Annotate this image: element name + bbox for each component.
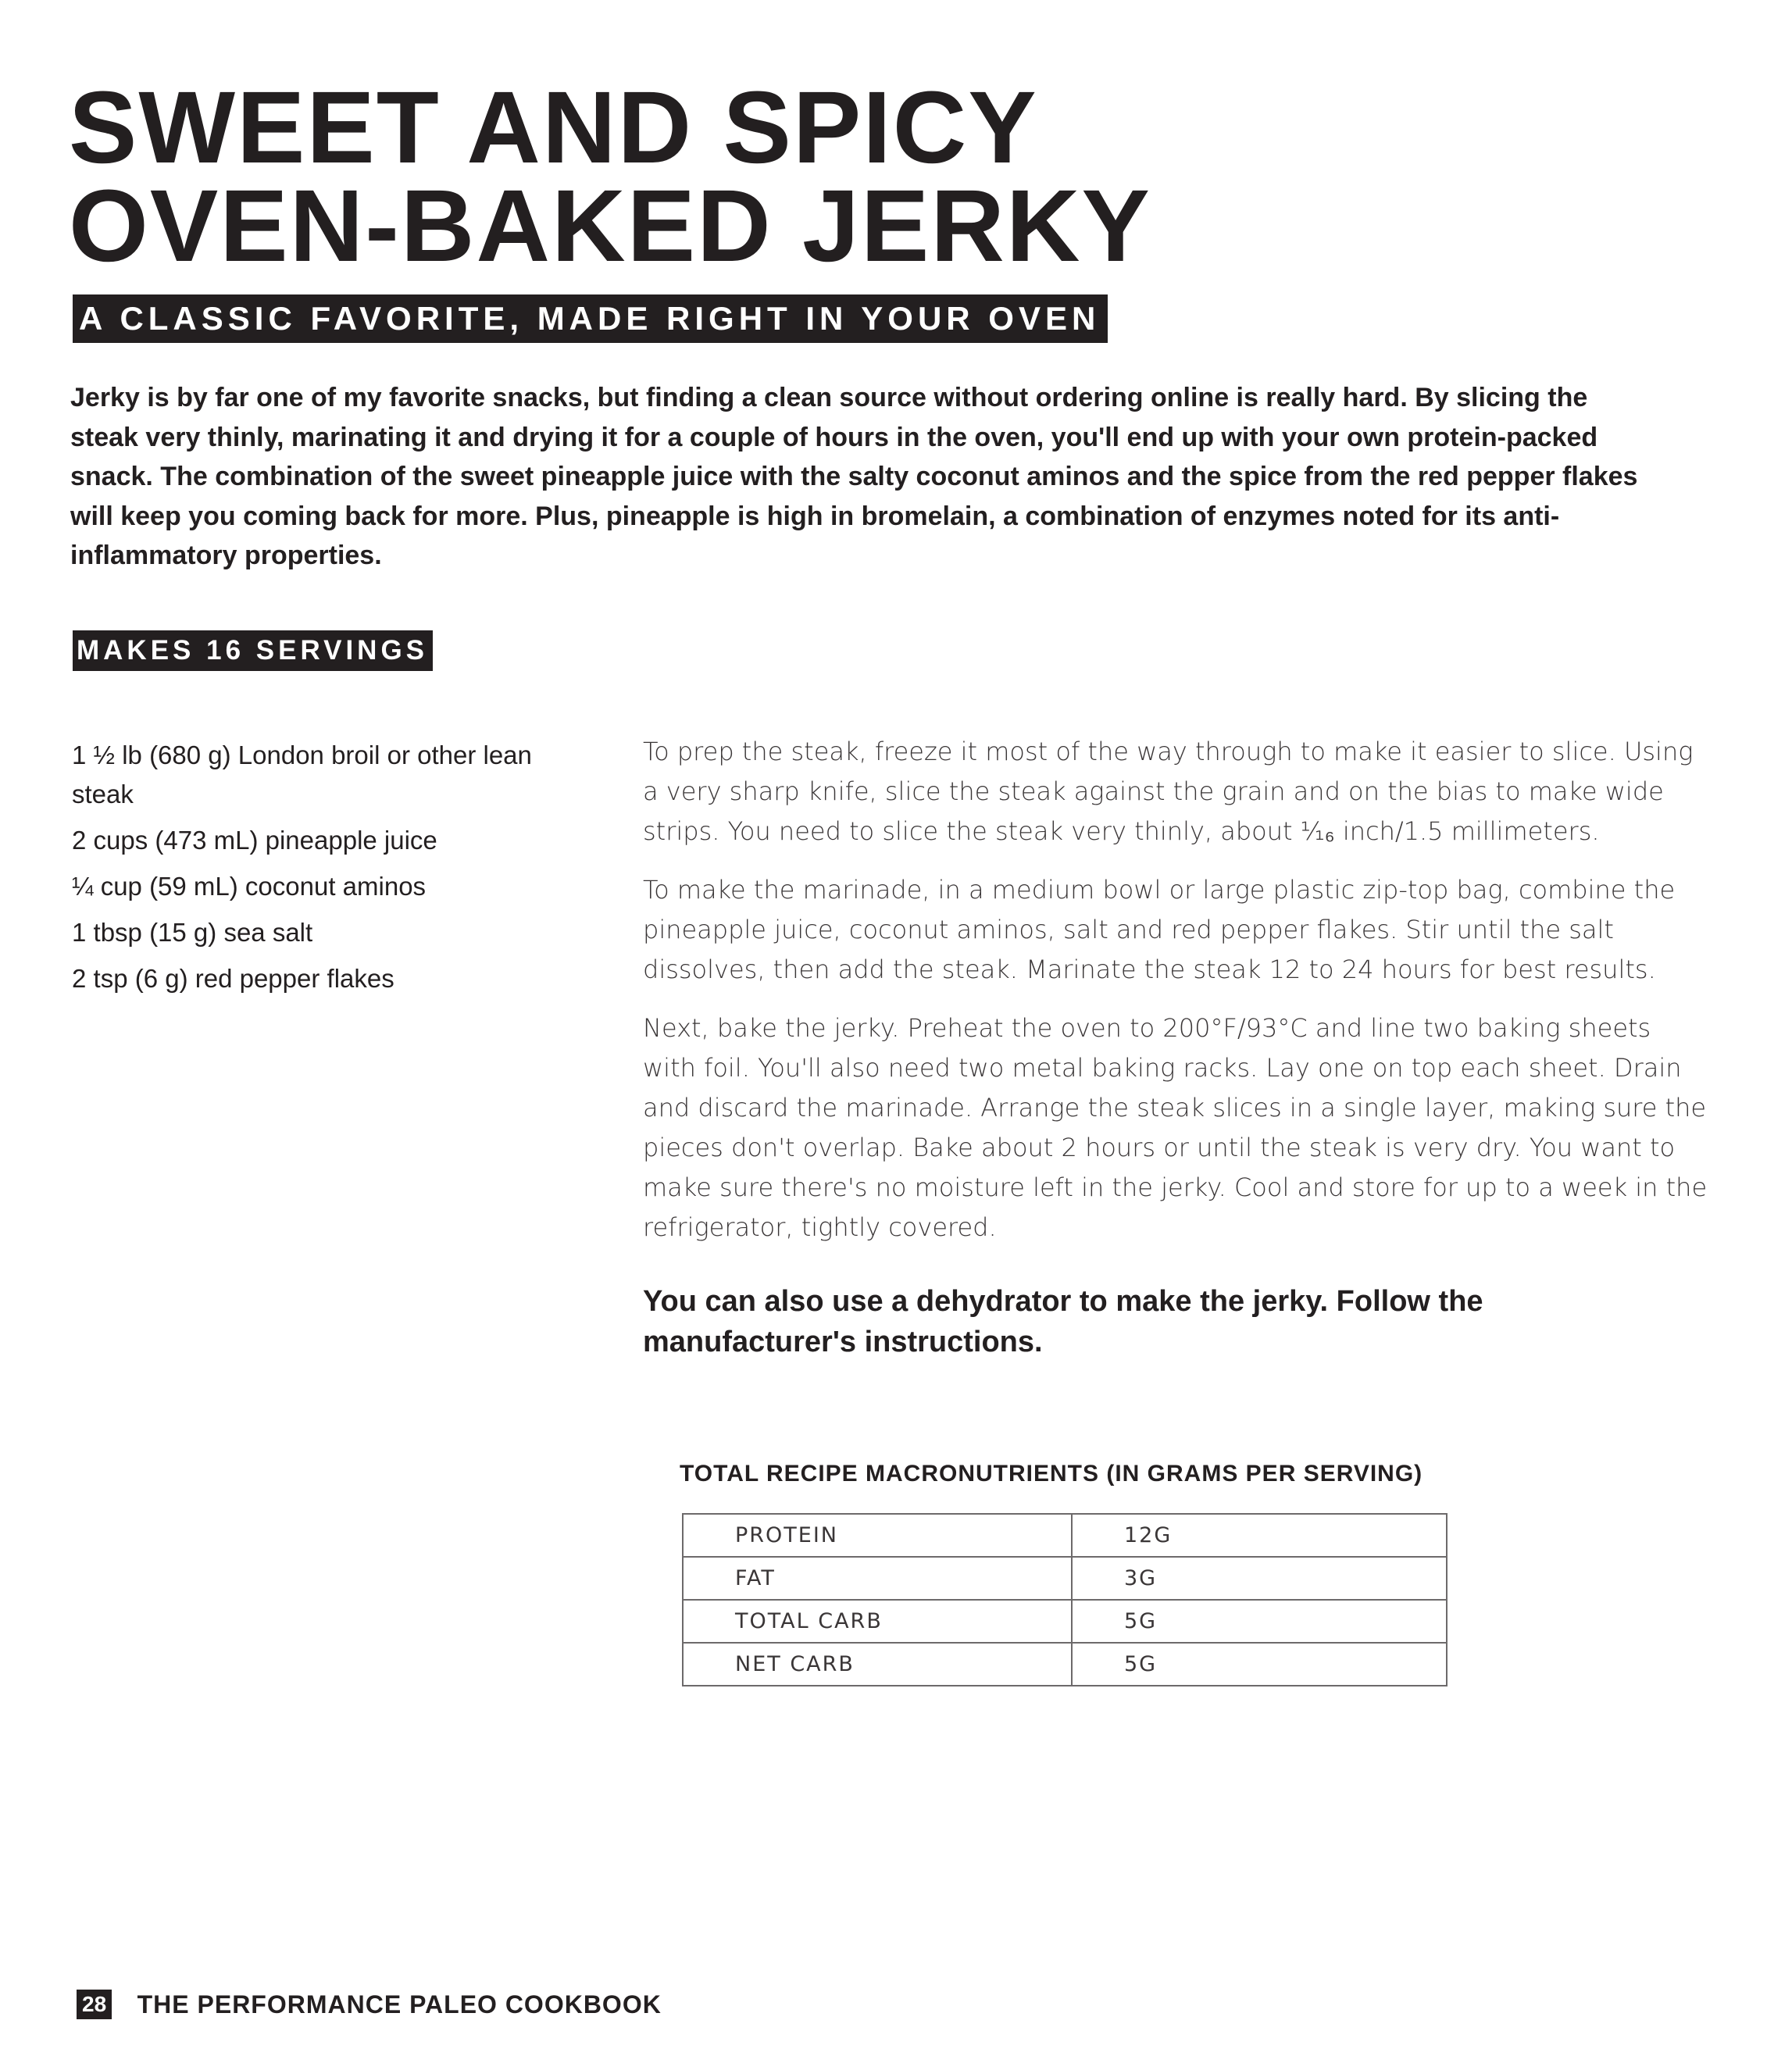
recipe-title-line-2: OVEN-BAKED JERKY <box>69 168 1151 283</box>
table-row <box>683 1600 1447 1643</box>
table-row <box>683 1643 1447 1686</box>
macro-value: 5G <box>1072 1600 1447 1643</box>
macro-label: TOTAL CARB <box>683 1600 1072 1643</box>
direction-step: To prep the steak, freeze it most of the way through to make it easier to slice. Using a very sharp knife, slice the steak against the grain and on the bias to make wide strips. You need to slice the steak very thinly, about ¹⁄₁₆ inch/1.5 millimeters. <box>643 737 1694 846</box>
ingredient-item: 1 ½ lb (680 g) London broil or other lean steak <box>72 741 532 808</box>
macro-label: NET CARB <box>683 1643 1072 1686</box>
table-row <box>683 1557 1447 1600</box>
macros-table <box>682 1513 1448 1686</box>
direction-step: Next, bake the jerky. Preheat the oven to 200°F/93°C and line two baking sheets with foil. You'll also need two metal baking racks. Lay one on top each sheet. Drain and discard the marinade. Arrange the steak slices in a single layer, making sure the pieces don't overlap. Bake about 2 hours or until the steak is very dry. You want to make sure there's no moisture left in the jerky. Cool and store for up to a week in the refrigerator, tightly covered. <box>643 1013 1708 1242</box>
macro-label: PROTEIN <box>683 1514 1072 1557</box>
ingredient-item: ¼ cup (59 mL) coconut aminos <box>72 872 427 901</box>
recipe-tip: You can also use a dehydrator to make the jerky. Follow the manufacturer's instructions. <box>643 1285 1483 1358</box>
book-title: THE PERFORMANCE PALEO COOKBOOK <box>137 1990 662 2018</box>
ingredient-item: 2 tsp (6 g) red pepper flakes <box>72 964 394 993</box>
macro-value: 5G <box>1072 1643 1447 1686</box>
macro-value: 3G <box>1072 1557 1447 1600</box>
direction-step: To make the marinade, in a medium bowl or large plastic zip-top bag, combine the pineapple juice, coconut aminos, salt and red pepper flakes. Stir until the salt dissolves, then add the steak. Marinate the steak 12 to 24 hours for best results. <box>643 875 1676 984</box>
ingredient-list <box>72 736 572 1005</box>
directions <box>643 732 1709 1266</box>
recipe-title-line-1: SWEET AND SPICY <box>69 70 1038 184</box>
recipe-subtitle: A CLASSIC FAVORITE, MADE RIGHT IN YOUR OVEN <box>73 294 1108 343</box>
macros-heading: TOTAL RECIPE MACRONUTRIENTS (IN GRAMS PER SERVING) <box>680 1461 1423 1487</box>
ingredient-item: 1 tbsp (15 g) sea salt <box>72 918 313 947</box>
recipe-intro: Jerky is by far one of my favorite snacks, but finding a clean source without ordering online is really hard. By slicing the steak very thinly, marinating it and drying it for a couple of hours in the oven, you'll end up with your own protein-packed snack. The combination of the sweet pineapple juice with the salty coconut aminos and the spice from the red pepper flakes will keep you coming back for more. Plus, pineapple is high in bromelain, a combination of enzymes noted for its anti-inflammatory properties. <box>70 383 1638 570</box>
page-number: 28 <box>77 1990 112 2019</box>
page-footer <box>77 1990 662 2024</box>
servings-badge: MAKES 16 SERVINGS <box>73 630 433 671</box>
ingredient-item: 2 cups (473 mL) pineapple juice <box>72 826 437 855</box>
table-row <box>683 1514 1447 1557</box>
macro-value: 12G <box>1072 1514 1447 1557</box>
macro-label: FAT <box>683 1557 1072 1600</box>
recipe-title <box>69 70 1475 283</box>
